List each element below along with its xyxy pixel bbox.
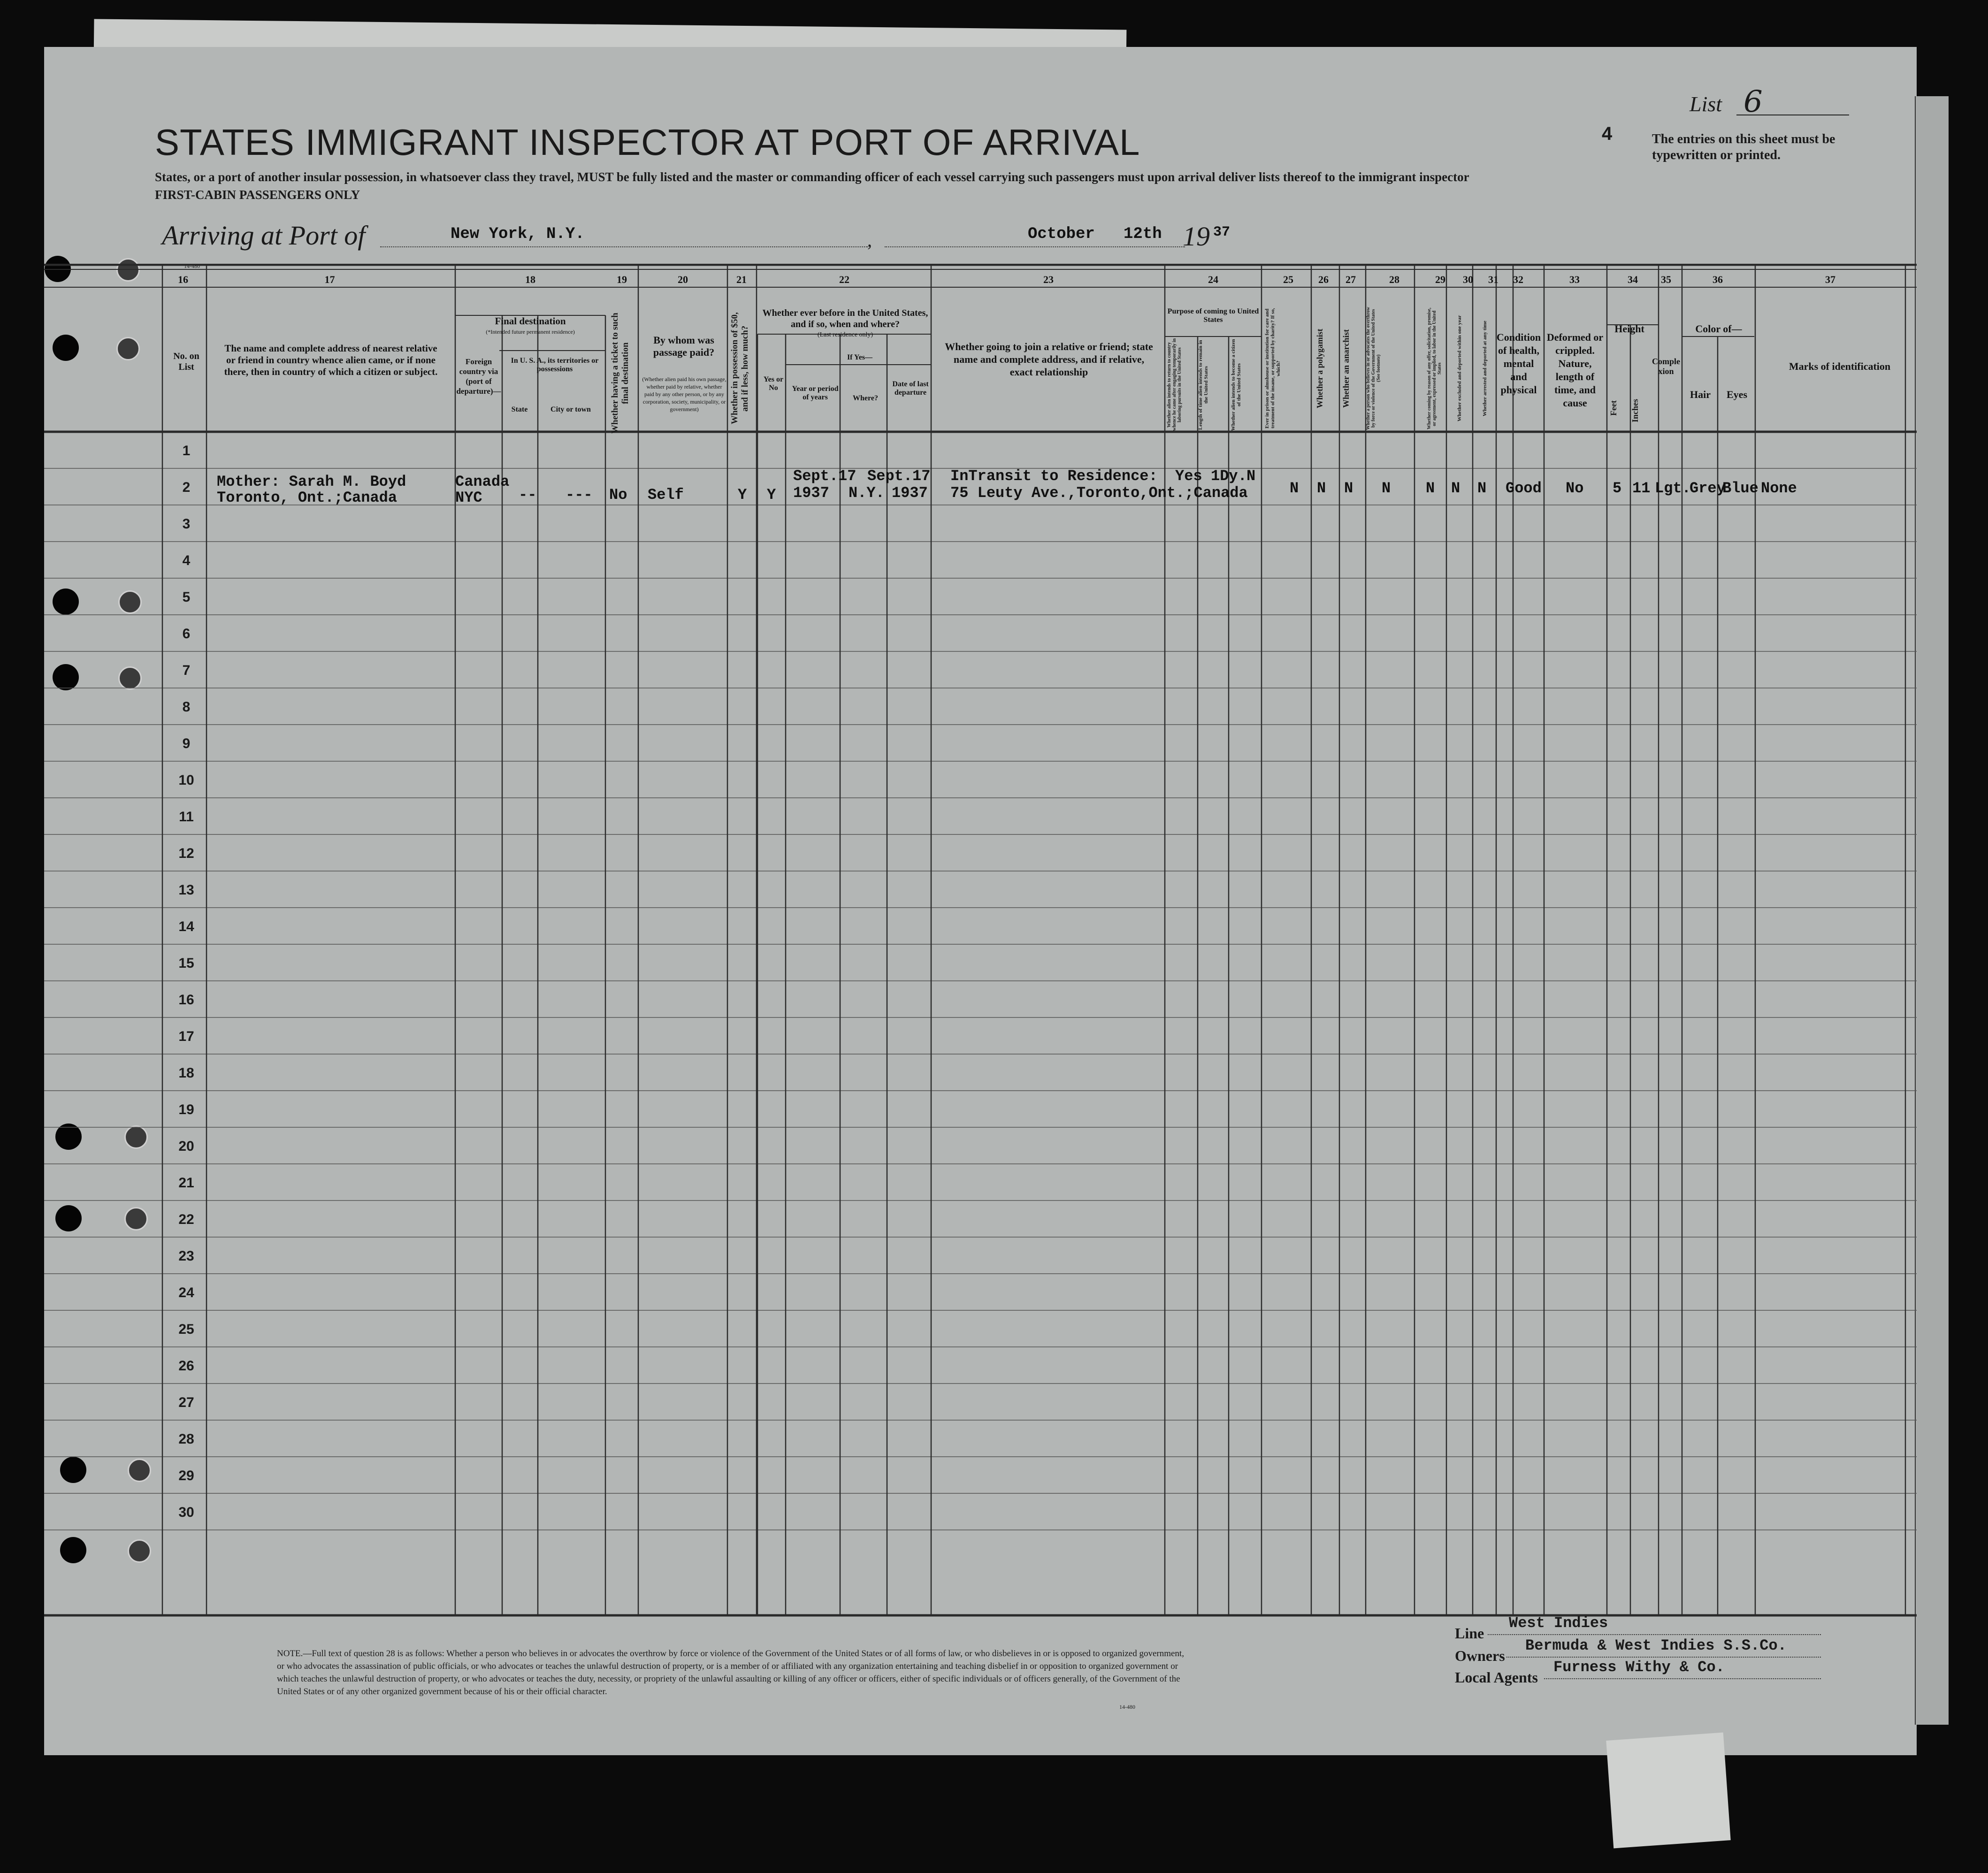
owners-value: Bermuda & West Indies S.S.Co.: [1525, 1637, 1787, 1654]
col16-label: No. on List: [173, 351, 199, 372]
form-code-top: 14-480: [184, 263, 200, 269]
col-num-22: 22: [839, 274, 849, 285]
col-num-16: 16: [178, 274, 188, 285]
row-number: 16: [178, 992, 194, 1008]
col-num-21: 21: [736, 274, 747, 285]
row-number: 25: [178, 1322, 194, 1337]
last-departure: 1937: [892, 484, 928, 502]
foreign-country: Canada: [455, 473, 510, 490]
where-2: N.Y.: [849, 484, 885, 502]
col-num-24: 24: [1208, 274, 1218, 285]
col18-label: Final destination: [495, 315, 566, 327]
comma: ,: [867, 229, 872, 251]
row-number: 8: [182, 699, 191, 715]
year-suffix: 37: [1213, 224, 1231, 240]
owners-underline: [1506, 1657, 1821, 1658]
col36-eyes: Eyes: [1727, 389, 1747, 400]
col18-foreign: Foreign country via (port of departure)—: [456, 357, 501, 396]
col32-label: Condition of health, mental and physical: [1496, 331, 1541, 396]
line-underline: [1488, 1634, 1821, 1635]
col37-label: Marks of identification: [1789, 360, 1891, 372]
complexion-value: Lgt.: [1655, 480, 1691, 497]
col22-ifyes: If Yes—: [847, 353, 873, 361]
col-num-28: 28: [1389, 274, 1399, 285]
col-num-36: 36: [1713, 274, 1723, 285]
col27-label: Whether an anarchist: [1341, 329, 1351, 408]
col29-label: Whether coming by reason of any offer, solicitation, promise, or agreement, expressed or implied, to labor in the United States: [1427, 307, 1442, 429]
row-number: 12: [178, 846, 194, 861]
row-number: 1: [182, 443, 191, 459]
col-num-35: 35: [1661, 274, 1671, 285]
line-value: West Indies: [1509, 1614, 1608, 1632]
col26-value: N: [1317, 480, 1326, 497]
col22-year: Year or period of years: [792, 385, 839, 401]
joining-relative-1: InTransit to Residence:: [950, 467, 1158, 485]
form-code-bottom: 14-480: [1119, 1704, 1135, 1710]
col33-label: Deformed or crippled. Nature, length of time, and cause: [1546, 331, 1604, 409]
row-number: 29: [178, 1468, 194, 1483]
row-number: 24: [178, 1285, 194, 1300]
joining-relative-2: 75 Leuty Ave.,Toronto,Ont.;Canada: [950, 484, 1248, 502]
date-value: October 12th: [1028, 225, 1162, 243]
row-number: 23: [178, 1248, 194, 1264]
col18-city: City or town: [551, 405, 591, 413]
dest-state: --: [519, 486, 537, 504]
row-number: 21: [178, 1175, 194, 1191]
col25-value: N: [1290, 480, 1299, 497]
col31-value: N: [1477, 480, 1487, 497]
row-number: 5: [182, 589, 191, 605]
col23-label: Whether going to join a relative or friend; state name and complete address, and if relative, exact relationship: [945, 341, 1153, 378]
where-1: Sept.17: [867, 467, 931, 485]
row-number: 26: [178, 1358, 194, 1374]
dest-city: ---: [566, 486, 593, 504]
purpose-length: 1Dy.: [1211, 467, 1247, 485]
owners-label: Owners: [1455, 1647, 1505, 1664]
col30-value: N: [1451, 480, 1460, 497]
row-number: 15: [178, 956, 194, 971]
col19-label: Whether having a ticket to such final destination: [610, 313, 630, 434]
paper-tab: [1606, 1733, 1730, 1849]
col34-feet: Feet: [1609, 400, 1618, 416]
col-num-19: 19: [617, 274, 627, 285]
row-number: 10: [178, 772, 194, 788]
col-num-20: 20: [678, 274, 688, 285]
height-feet: 5: [1613, 480, 1622, 497]
col28-label: Whether a person who believes in or advocates the overthrow by force or violence of the Government of the United States (See footnote): [1366, 307, 1381, 430]
col18-sub: (*Intended future permanent residence): [486, 329, 575, 335]
col-num-31: 31: [1488, 274, 1499, 285]
before-in-us: Y: [767, 486, 776, 504]
col30-label: Whether excluded and deported within one year: [1457, 315, 1462, 422]
col-num-18: 18: [525, 274, 535, 285]
row-number: 20: [178, 1139, 194, 1154]
col22-date: Date of last departure: [892, 380, 929, 397]
money-value: Y: [738, 486, 747, 504]
typewritten-notice: The entries on this sheet must be typewritten or printed.: [1652, 132, 1835, 162]
instructions-text: States, or a port of another insular possession, in whatsoever class they travel, MUST be fully listed and the master or commanding officer of each vessel carrying such passengers must upon arrival deliver lists thereof to the immigrant inspector: [155, 170, 1469, 184]
col26-label: Whether a polygamist: [1315, 329, 1324, 408]
col24-label: Purpose of coming to United States: [1167, 307, 1259, 324]
col17-label: The name and complete address of nearest relative or friend in country whence alien came, or if none there, then in country of which a citizen or subject.: [224, 343, 438, 377]
col21-label: Whether in possession of $50, and if less, how much?: [730, 312, 750, 425]
row-number: 14: [178, 919, 194, 934]
col36-hair: Hair: [1690, 389, 1711, 400]
year-prefix: 19: [1183, 221, 1210, 252]
agents-underline: [1544, 1678, 1821, 1679]
col-num-27: 27: [1346, 274, 1356, 285]
height-inches: 11: [1632, 480, 1651, 497]
col-num-33: 33: [1569, 274, 1580, 285]
col25-label: Ever in prison or almshouse or institution for care and treatment of the insane, or supported by charity? If so, which?: [1264, 308, 1281, 429]
sheet-number: 4: [1602, 123, 1613, 144]
date-underline: [885, 246, 1185, 247]
row-number: 13: [178, 882, 194, 898]
col-num-17: 17: [324, 274, 335, 285]
col-num-29: 29: [1435, 274, 1445, 285]
passage-paid-by: Self: [648, 486, 684, 504]
row-number: 22: [178, 1212, 194, 1227]
col-num-32: 32: [1513, 274, 1523, 285]
page-title: STATES IMMIGRANT INSPECTOR AT PORT OF ARRIVAL: [155, 122, 1140, 163]
col29-value: N: [1426, 480, 1435, 497]
col-num-30: 30: [1463, 274, 1473, 285]
eyes-value: Blue: [1722, 480, 1759, 497]
col22-label: Whether ever before in the United States, and if so, when and where?: [762, 308, 928, 329]
row-number: 18: [178, 1065, 194, 1081]
col35-label: Complexion: [1652, 357, 1680, 376]
col31-label: Whether arrested and deported at any time: [1482, 321, 1488, 416]
purpose-citizen: N: [1246, 467, 1256, 485]
col34-inches: Inches: [1630, 399, 1640, 423]
arriving-label: Arriving at Port of: [162, 220, 366, 251]
col27-value: N: [1344, 480, 1353, 497]
row-number: 3: [182, 516, 191, 532]
health-value: Good: [1506, 480, 1542, 497]
col34-label: Height: [1614, 323, 1644, 335]
col-num-37: 37: [1825, 274, 1835, 285]
col24-citizen: Whether alien intends to become a citizen of the United States: [1231, 339, 1242, 431]
row-number: 6: [182, 626, 191, 642]
col24-return: Whether alien intends to return to country whence he came after engaging temporarily in laboring pursuits in the United States: [1167, 338, 1182, 431]
col20-label: By whom was passage paid?: [653, 334, 715, 358]
col22-where: Where?: [853, 394, 878, 402]
relative-name: Mother: Sarah M. Boyd: [217, 473, 406, 490]
marks-value: None: [1761, 480, 1797, 497]
row-number: 17: [178, 1029, 194, 1044]
row-number: 4: [182, 553, 191, 568]
row-number: 7: [182, 663, 191, 678]
col-num-26: 26: [1318, 274, 1329, 285]
port-value: New York, N.Y.: [451, 225, 585, 243]
col24-length: Length of time alien intends to remain in the United States: [1198, 340, 1209, 430]
col22-yesno: Yes or No: [763, 375, 784, 392]
row-number: 30: [178, 1505, 194, 1520]
col18-state: State: [511, 405, 528, 413]
col-num-25: 25: [1283, 274, 1293, 285]
row-number: 2: [182, 480, 191, 495]
page-right-edge: [1915, 96, 1949, 1725]
line-label: Line: [1455, 1625, 1484, 1642]
port-of-departure: NYC: [455, 489, 482, 506]
row-number: 11: [179, 809, 194, 825]
manifest-grid: [44, 264, 1917, 1618]
col22-sub: (Last residence only): [817, 331, 873, 338]
port-underline: [380, 246, 868, 247]
row-number: 9: [182, 736, 191, 751]
agents-label: Local Agents: [1455, 1669, 1538, 1686]
deformed-value: No: [1566, 480, 1584, 497]
year-period-1: Sept.17: [793, 467, 856, 485]
year-period-2: 1937: [793, 484, 829, 502]
list-label: List: [1690, 92, 1722, 116]
class-note: FIRST-CABIN PASSENGERS ONLY: [155, 188, 360, 202]
col20-sub: (Whether alien paid his own passage, whether paid by relative, whether paid by any other person, or by any corporation, society, municipality, or government): [642, 376, 726, 413]
ticket-value: No: [609, 486, 627, 504]
row-number: 19: [178, 1102, 194, 1117]
hair-value: Grey: [1690, 480, 1726, 497]
list-number: 6: [1743, 84, 1763, 119]
relative-address: Toronto, Ont.;Canada: [217, 489, 398, 506]
col18-usa: In U. S. A., its territories or possessions: [511, 357, 599, 373]
col-num-23: 23: [1043, 274, 1054, 285]
footnote-question-28: NOTE.—Full text of question 28 is as follows: Whether a person who believes in or advocates the overthrow by force or violence of the Government of the United States or of all forms of law, or who disbelieves in or is opposed to organized government, or who advocates the assassination of public officials, or who advocates or teaches the unlawful destruction of property, or is a member of or affiliated with any organization entertaining and teaching disbelief in or opposition to organized government or which teaches the unlawful destruction of property, or who advocates or teaches the duty, necessity, or propriety of the unlawful assaulting or killing of any officer or officers, either of specific individuals or of officers generally, of the Government of the United States or of any other organized government because of his or their official character.: [277, 1649, 1184, 1697]
col36-label: Color of—: [1695, 323, 1742, 335]
col28-value: N: [1382, 480, 1391, 497]
purpose-return: Yes: [1175, 467, 1202, 485]
col-num-34: 34: [1628, 274, 1638, 285]
agents-value: Furness Withy & Co.: [1553, 1659, 1725, 1676]
row-number: 27: [178, 1395, 194, 1410]
row-number: 28: [178, 1431, 194, 1447]
